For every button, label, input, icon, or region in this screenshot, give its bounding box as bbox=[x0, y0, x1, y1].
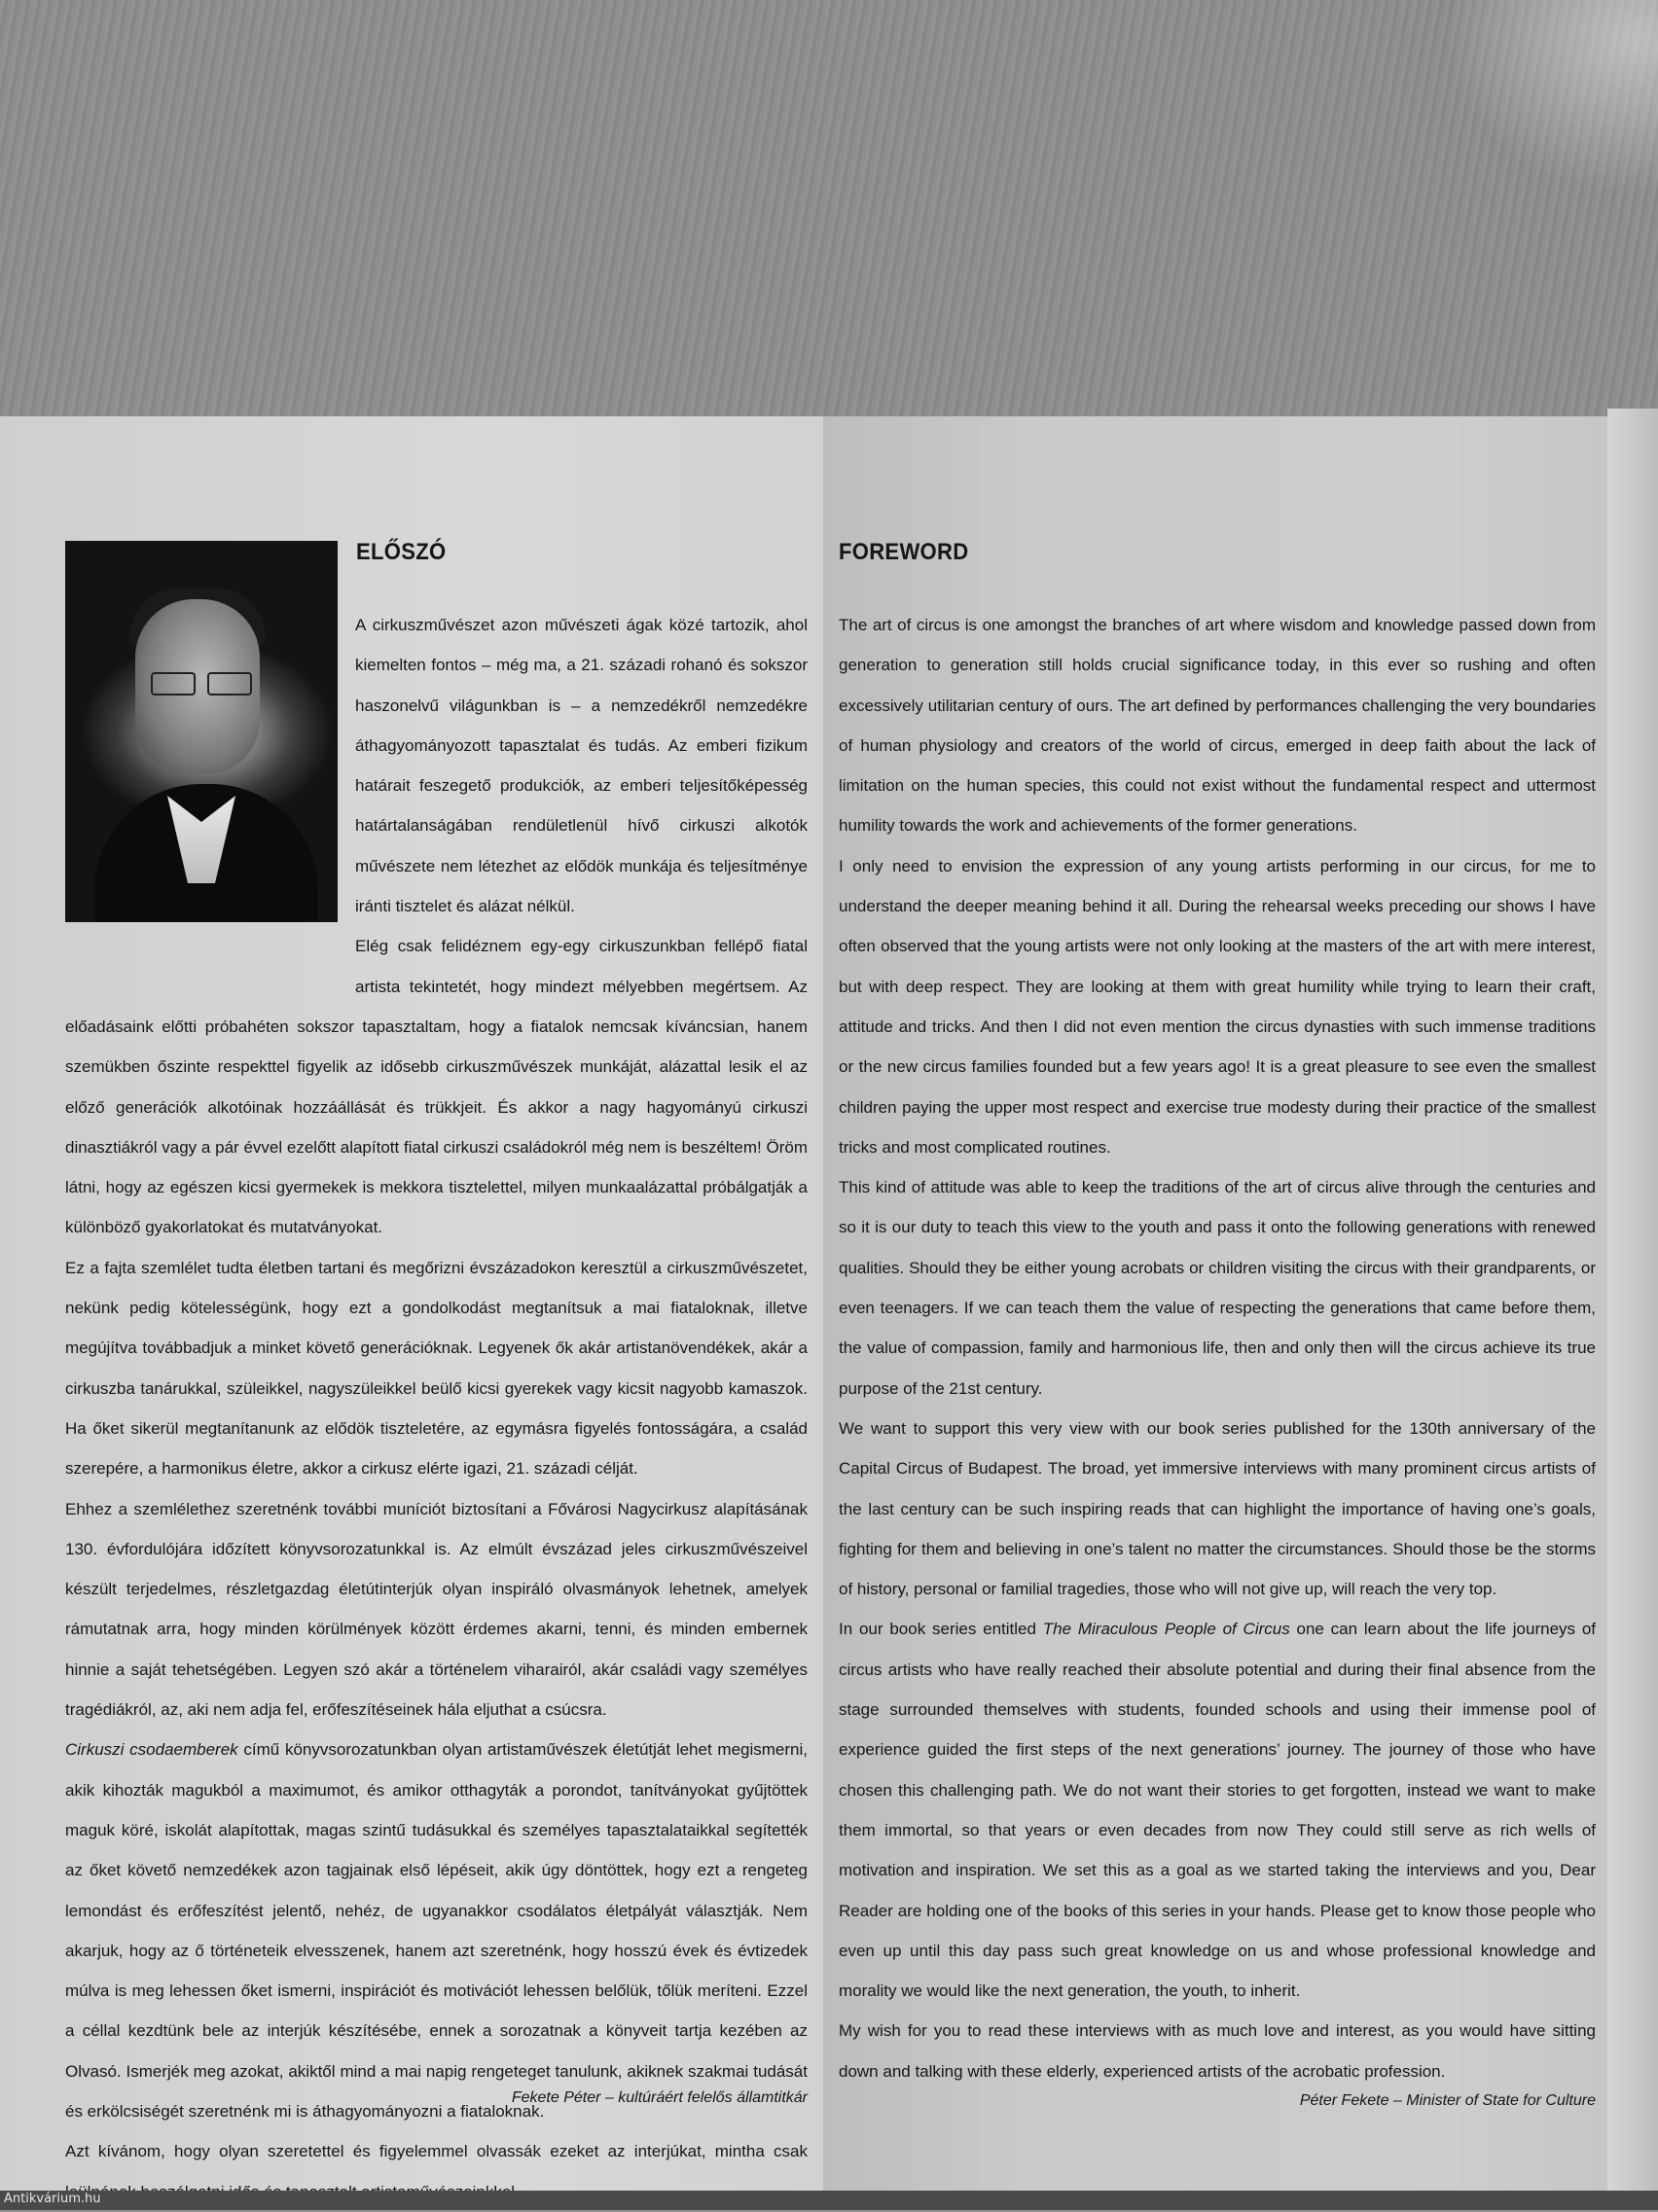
en-paragraph-6: My wish for you to read these interviews with as much love and interest, as you would have sitting down and talking with these elderly, experienced artists of the acrobatic profession. bbox=[839, 2021, 1596, 2081]
hu-paragraph-6: Azt kívánom, hogy olyan szeretettel és figyelemmel olvassák ezeket az interjúkat, mintha csak bbox=[65, 2142, 808, 2161]
hungarian-title: ELŐSZÓ bbox=[356, 539, 447, 565]
hu-paragraph-2: Elég csak felidéznem egy-egy cirkuszunkban fellépő fiatal artista tekintetét, hogy mindezt mélyebben megértsem. Az előadásaink előtti próbahéten sokszor tapasztaltam, hogy a fiatalok nemcsak kíváncsian, hanem szemükben őszinte respekttel figyelik az idősebb cirkuszművészek munkáját, alázattal lesik el az előző generációk alkotóinak hozzáállását és trükkjeit. És akkor a nagy hagyományú cirkuszi dinasztiákról vagy a pár évvel ezelőtt alapított fiatal cirkuszi családokról még nem is beszéltem! Öröm látni, hogy az egészen kicsi gyermekek is mekkora tisztelettel, milyen munkaalázattal próbálgatják a különböző gyakorlatokat és mutatványokat. bbox=[65, 937, 808, 1237]
hu-paragraph-4: Ehhez a szemlélethez szeretnénk további muníciót biztosítani a Fővárosi Nagycirkusz alapításának 130. évfordulójára időzített könyvsorozatunkkal is. Az elmúlt évszázad jeles cirkuszművészeivel készült terjedelmes, részletgazdag életútinterjúk olyan inspiráló olvasmányok lehetnek, amelyek rámutatnak arra, hogy minden körülmények között érdemes akarni, tenni, és minden embernek hinnie a saját tehetségében. Legyen szó akár a történelem viharairól, akár családi vagy személyes tragédiákról, az, aki nem adja fel, erőfeszítéseinek hála eljuthat a csúcsra. bbox=[65, 1499, 808, 1720]
english-page bbox=[823, 416, 1607, 2198]
hungarian-signature: Fekete Péter – kultúráért felelős államtitkár bbox=[511, 2089, 808, 2106]
en-paragraph-3: This kind of attitude was able to keep the traditions of the art of circus alive through the centuries and so it is our duty to teach this view to the youth and pass it onto the following generations with renewed qualities. Should they be either young acrobats or children visiting the circus with their grandparents, or even teenagers. If we can teach them the value of respecting the generations that came before them, the value of compassion, family and harmonious life, then and only then will the circus achieve its true purpose of the 21st century. bbox=[839, 1178, 1596, 1398]
hu-series-title: Cirkuszi csodaemberek bbox=[65, 1740, 238, 1760]
en-paragraph-5-text: one can learn about the life journeys of circus artists who have really reached their absolute potential and during their final absence from the stage surrounded themselves with students, founded schools and using their immense pool of experience guided the first steps of the next generations’ journey. The journey of those who have chosen this challenging path. We do not want their stories to get forgotten, instead we want to make them immortal, so that years or even decades from now They could still serve as rich wells of motivation and inspiration. We set this as a goal as we started taking the interviews and you, Dear Reader are holding one of the books of this series in your hands. Please get to know those people who even up until this day pass such great knowledge on us and whose professional knowledge and morality we would like the next generation, the youth, to inherit. bbox=[839, 1620, 1596, 2001]
english-body bbox=[839, 605, 1596, 2091]
photo-spacer bbox=[65, 605, 355, 978]
hungarian-body bbox=[65, 605, 808, 2212]
watermark: Antikvárium.hu bbox=[4, 2192, 101, 2206]
en-paragraph-2: I only need to envision the expression of any young artists performing in our circus, for me to understand the deeper meaning behind it all. During the rehearsal weeks preceding our shows I have often observed that the young artists were not only looking at the masters of the art with mere interest, but with deep respect. They are looking at them with great humility while trying to learn their craft, attitude and tricks. And then I did not even mention the circus dynasties with such immense traditions or the new circus families founded but a few years ago! It is a great pleasure to see even the smallest children paying the upper most respect and exercise true modesty during their practice of the smallest tricks and most complicated routines. bbox=[839, 856, 1596, 1157]
next-page-edge bbox=[1607, 409, 1658, 2210]
en-paragraph-4: We want to support this very view with our book series published for the 130th anniversary of the Capital Circus of Budapest. The broad, yet immersive interviews with many prominent circus artists of the last century can be such inspiring reads that can highlight the importance of having one’s goals, fighting for them and believing in one’s talent no matter the circumstances. Should those be the storms of history, personal or familial tragedies, those who will not give up, will reach the very top. bbox=[839, 1418, 1596, 1599]
bottom-band bbox=[0, 2191, 1658, 2210]
english-title: FOREWORD bbox=[839, 539, 969, 565]
hu-paragraph-5 bbox=[65, 1730, 808, 2131]
en-paragraph-5 bbox=[839, 1609, 1596, 2011]
english-signature: Péter Fekete – Minister of State for Culture bbox=[1299, 2092, 1596, 2109]
hu-paragraph-3: Ez a fajta szemlélet tudta életben tartani és megőrizni évszázadokon keresztül a cirkuszművészetet, nekünk pedig kötelességünk, hogy ezt a gondolkodást megtanítsuk a mai fiataloknak, illetve megújítva továbbadjuk a minket követő generációknak. Legyenek ők akár artistanövendékek, akár a cirkuszba tanárukkal, szüleikkel, nagyszüleikkel beülő kicsi gyerekek vagy kicsit nagyobb kamaszok. Ha őket sikerül megtanítanunk az elődök tiszteletére, az egymásra figyelés fontosságára, a család szerepére, a harmonikus életre, akkor a cirkusz elérte igazi, 21. századi célját. bbox=[65, 1258, 808, 1479]
hungarian-page bbox=[0, 416, 823, 2198]
en-paragraph-5-start: In our book series entitled bbox=[839, 1620, 1043, 1639]
en-series-title: The Miraculous People of Circus bbox=[1042, 1620, 1290, 1639]
en-paragraph-1: The art of circus is one amongst the branches of art where wisdom and knowledge passed down from generation to generation still holds crucial significance today, in this ever so rushing and often excessively utilitarian century of ours. The art defined by performances challenging the very boundaries of human physiology and creators of the world of circus, emerged in deep faith about the lack of limitation on the human species, this could not exist without the fundamental respect and uttermost humility towards the work and achievements of the former generations. bbox=[839, 616, 1596, 836]
hu-paragraph-5-text: című könyvsorozatunkban olyan artistaművészek életútját lehet megismerni, akik kihozták magukból a maximumot, és amikor otthagyták a porondot, tanítványokat gyűjtöttek maguk köré, iskolát alapítottak, magas szintű tudásukkal és személyes tapasztalataikkal segítették az őket követő nemzedékek azon tagjainak első lépéseit, akik úgy döntöttek, hogy ezt a rengeteg lemondást és erőfeszítést jelentő, nehéz, de ugyanakkor csodálatos életpályát választják. Nem akarjuk, hogy az ő történeteik elvesszenek, hanem azt szeretnénk, hogy hosszú évek és évtizedek múlva is meg lehessen őket ismerni, inspirációt és motivációt lehessen belőlük, tőlük meríteni. Ezzel a céllal kezdtünk bele az interjúk készítésébe, ennek a sorozatnak a könyveit tartja kezében az Olvasó. Ismerjék meg azokat, akiktől mind a mai napig rengeteget tanulunk, akiknek szakmai tudását és erkölcsiségét szeretnénk mi is áthagyományozni a fiataloknak. bbox=[65, 1740, 808, 2121]
hu-paragraph-1: A cirkuszművészet azon művészeti ágak közé tartozik, ahol kiemelten fontos – még ma, a 21. századi rohanó és sokszor haszonelvű világunkban is – a nemzedékről nemzedékre áthagyományozott tapasztalat és tudás. Az emberi fizikum határait feszegető produkciók, az emberi teljesítőképesség határtalanságában rendületlenül hívő cirkuszi alkotók művészete nem létezhet az elődök munkája és teljesítménye iránti tisztelet és alázat nélkül. bbox=[355, 616, 808, 916]
background-surface bbox=[0, 0, 1658, 428]
